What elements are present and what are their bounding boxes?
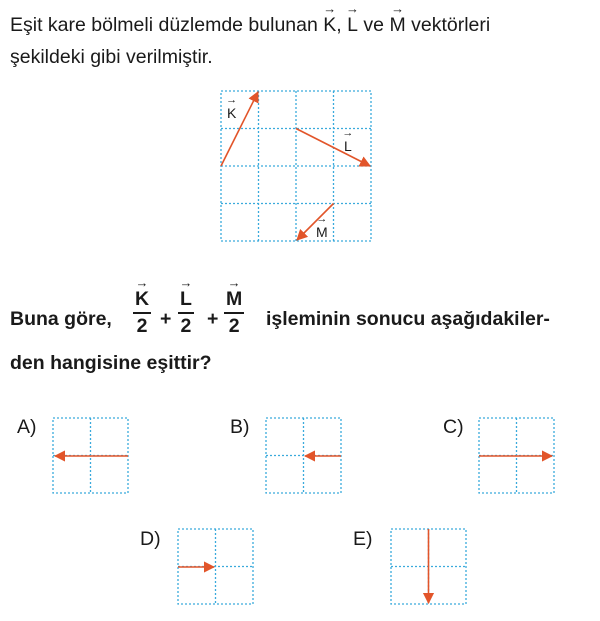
plus-sign-1: + (160, 308, 172, 330)
option-e-label[interactable]: E) (353, 528, 373, 550)
comma: , (336, 14, 342, 36)
figure-label-l (344, 138, 352, 154)
fraction-k-denominator: 2 (136, 315, 148, 337)
vector-k-inline: → K (323, 14, 336, 37)
option-d-label[interactable]: D) (140, 528, 161, 550)
fraction-l (178, 288, 194, 338)
intro-line-2: şekildeki gibi verilmiştir. (10, 46, 213, 68)
fraction-l-denominator: 2 (180, 315, 192, 337)
intro-text-part1: Eşit kare bölmeli düzlemde bulunan (10, 14, 318, 36)
figure-label-m-text: → M (316, 224, 328, 240)
fraction-m-denominator: 2 (228, 315, 240, 337)
fraction-m-numerator: → M (226, 288, 242, 311)
figure-label-m (316, 224, 328, 240)
vector-m-inline: → M (389, 14, 405, 37)
ve-text: ve (363, 14, 385, 36)
fraction-l-numerator: → L (180, 288, 192, 311)
main-grid (221, 91, 371, 241)
option-b-label[interactable]: B) (230, 416, 250, 438)
figure-label-k-text: → K (227, 105, 236, 121)
plus-sign-2: + (207, 308, 219, 330)
fraction-k (133, 288, 151, 338)
figure-label-k (227, 105, 236, 121)
intro-text-part2: vektörleri (411, 14, 491, 36)
buna-gore-text: Buna göre, (10, 308, 112, 330)
question-last-line: den hangisine eşittir? (10, 352, 212, 374)
fraction-k-numerator: → K (135, 288, 149, 311)
question-rest-text: işleminin sonucu aşağıdakiler- (266, 308, 550, 330)
fraction-m (224, 288, 244, 338)
option-a-label[interactable]: A) (17, 416, 37, 438)
figure-label-l-text: → L (344, 138, 352, 154)
option-c-label[interactable]: C) (443, 416, 464, 438)
vector-l-inline: → L (347, 14, 358, 37)
